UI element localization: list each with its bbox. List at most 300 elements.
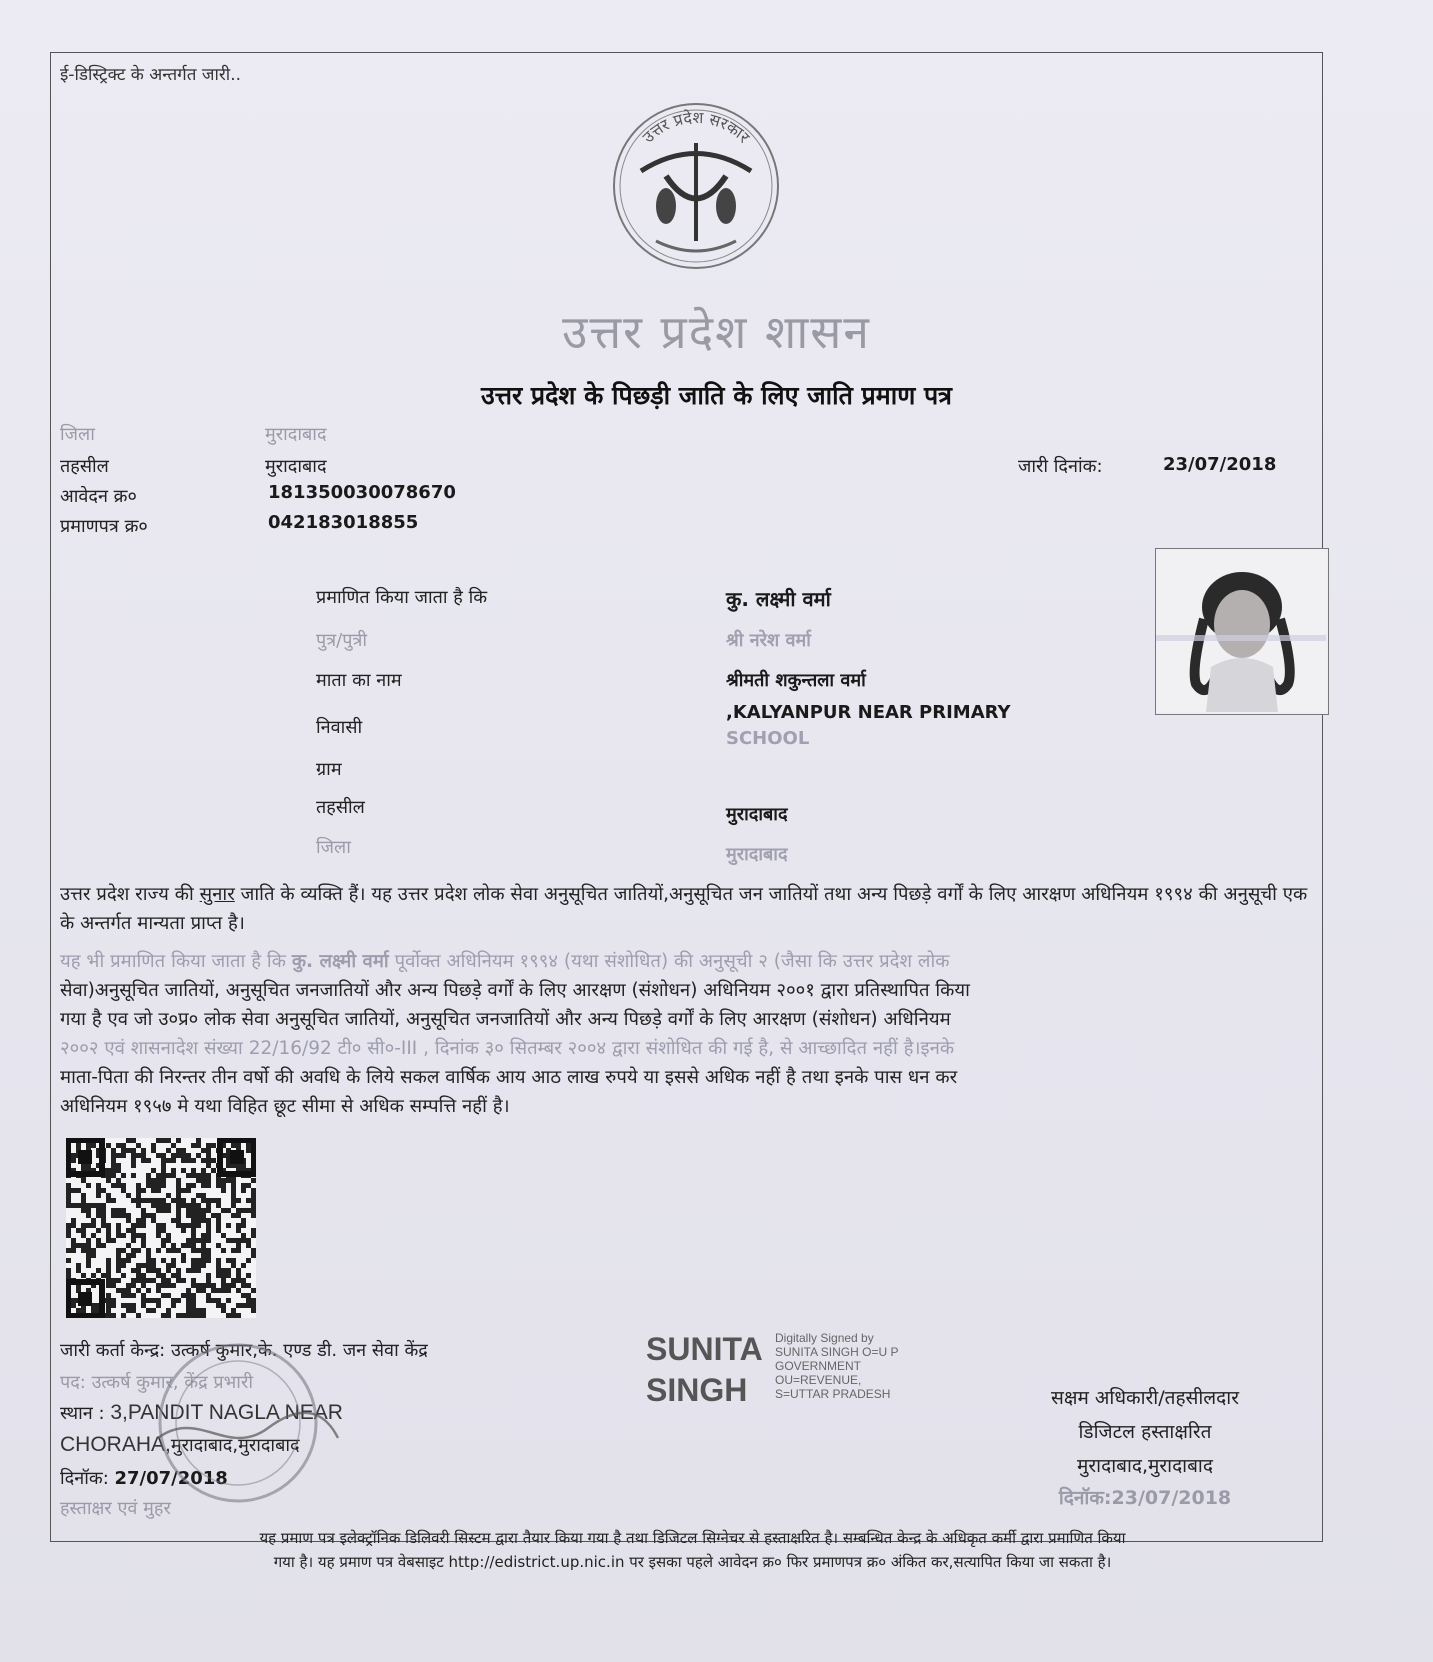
qr-module <box>81 1243 86 1248</box>
qr-module <box>146 1158 151 1163</box>
qr-module <box>206 1238 211 1243</box>
qr-module <box>211 1168 216 1173</box>
qr-module <box>156 1138 161 1143</box>
qr-module <box>126 1228 131 1233</box>
qr-module <box>86 1258 91 1263</box>
qr-module <box>226 1273 231 1278</box>
qr-module <box>126 1148 131 1153</box>
qr-module <box>236 1303 241 1308</box>
certificate-border <box>50 52 1323 1542</box>
statement-line-5: माता-पिता की निरन्तर तीन वर्षो की अवधि के लिये सकल वार्षिक आय आठ लाख रुपये या इससे अधिक नहीं है तथा इनके पास धन कर <box>60 1067 958 1088</box>
qr-module <box>181 1158 186 1163</box>
qr-module <box>166 1158 171 1163</box>
qr-module <box>176 1188 181 1193</box>
qr-module <box>186 1188 191 1193</box>
qr-module <box>176 1248 181 1253</box>
qr-module <box>126 1218 131 1223</box>
qr-module <box>146 1288 151 1293</box>
district-label: जिला <box>60 424 95 445</box>
qr-module <box>71 1238 76 1243</box>
qr-module <box>171 1158 176 1163</box>
qr-module <box>196 1313 201 1318</box>
qr-module <box>161 1158 166 1163</box>
authority-title: सक्षम अधिकारी/तहसीलदार <box>1051 1387 1239 1409</box>
qr-module <box>146 1298 151 1303</box>
qr-module <box>106 1313 111 1318</box>
qr-module <box>151 1183 156 1188</box>
qr-module <box>191 1313 196 1318</box>
qr-module <box>186 1203 191 1208</box>
qr-module <box>146 1253 151 1258</box>
qr-module <box>106 1263 111 1268</box>
qr-module <box>206 1148 211 1153</box>
qr-module <box>246 1183 251 1188</box>
qr-module <box>236 1198 241 1203</box>
qr-module <box>101 1218 106 1223</box>
qr-module <box>241 1278 246 1283</box>
qr-module <box>151 1143 156 1148</box>
qr-module <box>231 1263 236 1268</box>
qr-module <box>226 1298 231 1303</box>
qr-module <box>201 1148 206 1153</box>
qr-module <box>231 1308 236 1313</box>
qr-module <box>131 1303 136 1308</box>
mother-name: श्रीमती शकुन्तला वर्मा <box>726 670 866 691</box>
qr-module <box>151 1258 156 1263</box>
qr-module <box>196 1173 201 1178</box>
qr-module <box>116 1258 121 1263</box>
qr-module <box>171 1198 176 1203</box>
statement-applicant-name: कु. लक्ष्मी वर्मा <box>291 951 389 972</box>
qr-module <box>111 1278 116 1283</box>
qr-module <box>201 1263 206 1268</box>
qr-module <box>181 1253 186 1258</box>
qr-module <box>126 1138 131 1143</box>
qr-module <box>161 1228 166 1233</box>
qr-module <box>66 1273 71 1278</box>
qr-module <box>251 1213 256 1218</box>
qr-module <box>121 1148 126 1153</box>
qr-module <box>191 1233 196 1238</box>
qr-module <box>136 1153 141 1158</box>
qr-module <box>201 1208 206 1213</box>
qr-module <box>236 1243 241 1248</box>
qr-module <box>216 1203 221 1208</box>
qr-module <box>201 1158 206 1163</box>
qr-module <box>136 1203 141 1208</box>
qr-module <box>221 1268 226 1273</box>
qr-module <box>186 1183 191 1188</box>
qr-module <box>131 1228 136 1233</box>
qr-module <box>246 1273 251 1278</box>
qr-module <box>201 1218 206 1223</box>
qr-module <box>161 1273 166 1278</box>
qr-module <box>201 1288 206 1293</box>
qr-module <box>206 1143 211 1148</box>
signature-detail-5: S=UTTAR PRADESH <box>775 1387 891 1401</box>
qr-module <box>106 1228 111 1233</box>
qr-module <box>86 1223 91 1228</box>
qr-module <box>81 1178 86 1183</box>
qr-module <box>176 1218 181 1223</box>
qr-module <box>176 1148 181 1153</box>
qr-module <box>161 1183 166 1188</box>
qr-module <box>136 1223 141 1228</box>
detail-tehsil-value: मुरादाबाद <box>726 804 788 825</box>
qr-module <box>171 1218 176 1223</box>
qr-module <box>216 1288 221 1293</box>
qr-module <box>131 1293 136 1298</box>
qr-module <box>131 1173 136 1178</box>
qr-module <box>191 1283 196 1288</box>
qr-module <box>166 1248 171 1253</box>
qr-module <box>246 1303 251 1308</box>
qr-module <box>111 1238 116 1243</box>
qr-module <box>201 1178 206 1183</box>
applicant-name: कु. लक्ष्मी वर्मा <box>726 587 831 611</box>
qr-module <box>186 1313 191 1318</box>
qr-module <box>76 1308 81 1313</box>
qr-module <box>236 1288 241 1293</box>
resident-address-line1: ,KALYANPUR NEAR PRIMARY <box>726 702 1011 723</box>
qr-module <box>196 1213 201 1218</box>
qr-module <box>71 1188 76 1193</box>
qr-module <box>216 1198 221 1203</box>
qr-module <box>166 1138 171 1143</box>
qr-module <box>156 1273 161 1278</box>
qr-module <box>211 1288 216 1293</box>
qr-module <box>221 1308 226 1313</box>
qr-module <box>241 1238 246 1243</box>
qr-module <box>211 1298 216 1303</box>
qr-module <box>156 1203 161 1208</box>
qr-module <box>66 1228 71 1233</box>
qr-module <box>176 1213 181 1218</box>
qr-module <box>71 1153 76 1158</box>
qr-module <box>246 1143 251 1148</box>
qr-module <box>101 1223 106 1228</box>
qr-module <box>141 1218 146 1223</box>
qr-module <box>191 1173 196 1178</box>
qr-module <box>161 1243 166 1248</box>
qr-module <box>236 1143 241 1148</box>
qr-module <box>76 1143 81 1148</box>
qr-module <box>221 1273 226 1278</box>
qr-module <box>191 1258 196 1263</box>
qr-module <box>191 1203 196 1208</box>
qr-module <box>231 1258 236 1263</box>
statement-line-1 <box>60 947 1325 976</box>
qr-module <box>241 1223 246 1228</box>
qr-module <box>106 1233 111 1238</box>
qr-module <box>211 1158 216 1163</box>
qr-module <box>106 1283 111 1288</box>
qr-module <box>231 1238 236 1243</box>
qr-module <box>116 1168 121 1173</box>
qr-module <box>166 1203 171 1208</box>
qr-module <box>136 1313 141 1318</box>
qr-module <box>141 1303 146 1308</box>
qr-module <box>111 1283 116 1288</box>
qr-module <box>196 1238 201 1243</box>
qr-module <box>131 1163 136 1168</box>
qr-module <box>206 1273 211 1278</box>
qr-module <box>251 1188 256 1193</box>
qr-module <box>66 1188 71 1193</box>
qr-module <box>246 1298 251 1303</box>
signer-first-name: SUNITA <box>646 1331 763 1367</box>
qr-module <box>196 1143 201 1148</box>
qr-module <box>111 1313 116 1318</box>
qr-module <box>91 1203 96 1208</box>
qr-module <box>226 1288 231 1293</box>
child-of-label: पुत्र/पुत्री <box>316 630 368 651</box>
qr-module <box>181 1153 186 1158</box>
qr-module <box>176 1273 181 1278</box>
qr-module <box>141 1278 146 1283</box>
qr-module <box>206 1178 211 1183</box>
qr-module <box>226 1223 231 1228</box>
qr-module <box>141 1208 146 1213</box>
qr-module <box>161 1153 166 1158</box>
qr-module <box>206 1258 211 1263</box>
qr-module <box>86 1213 91 1218</box>
qr-module <box>231 1183 236 1188</box>
qr-module <box>116 1228 121 1233</box>
signature-detail-4: OU=REVENUE, <box>775 1373 862 1387</box>
qr-module <box>186 1173 191 1178</box>
qr-module <box>196 1138 201 1143</box>
qr-module <box>66 1183 71 1188</box>
qr-module <box>196 1268 201 1273</box>
qr-module <box>151 1178 156 1183</box>
qr-module <box>166 1208 171 1213</box>
authority-date: दिनॉक:23/07/2018 <box>1058 1487 1232 1509</box>
qr-module <box>111 1158 116 1163</box>
qr-module <box>111 1153 116 1158</box>
qr-module <box>66 1258 71 1263</box>
qr-module <box>191 1198 196 1203</box>
qr-module <box>196 1208 201 1213</box>
qr-module <box>81 1208 86 1213</box>
qr-module <box>156 1183 161 1188</box>
qr-module <box>216 1263 221 1268</box>
statement-line-1-pre: यह भी प्रमाणित किया जाता है कि <box>60 951 292 972</box>
qr-module <box>231 1213 236 1218</box>
qr-module <box>66 1268 71 1273</box>
qr-module <box>151 1148 156 1153</box>
qr-module <box>111 1208 116 1213</box>
issuer-date-label: दिनॉक: <box>60 1468 115 1489</box>
qr-module <box>121 1288 126 1293</box>
qr-module <box>91 1273 96 1278</box>
qr-module <box>91 1253 96 1258</box>
qr-module <box>166 1173 171 1178</box>
detail-district-label: जिला <box>316 837 351 858</box>
qr-module <box>116 1178 121 1183</box>
qr-module <box>81 1198 86 1203</box>
qr-module <box>116 1253 121 1258</box>
qr-module <box>116 1233 121 1238</box>
footer-line-2: गया है। यह प्रमाण पत्र वेबसाइट http://edistrict.up.nic.in पर इसका पहले आवेदन क्र० फिर प्रमाणपत्र क्र० अंकित कर,सत्यापित किया जा सकता है। <box>273 1553 1112 1571</box>
statement-line-2: सेवा)अनुसूचित जातियों, अनुसूचित जनजातियों और अन्य पिछड़े वर्गों के लिए आरक्षण (संशोधन) अधिनियम २००१ द्वारा प्रतिस्थापित किया <box>60 980 970 1001</box>
statement-line-6: अधिनियम १९५७ मे यथा विहित छूट सीमा से अधिक सम्पत्ति नहीं है। <box>60 1096 510 1117</box>
qr-module <box>191 1213 196 1218</box>
qr-module <box>111 1213 116 1218</box>
qr-module <box>136 1268 141 1273</box>
qr-module <box>181 1228 186 1233</box>
qr-module <box>216 1273 221 1278</box>
qr-module <box>136 1218 141 1223</box>
mother-label: माता का नाम <box>316 670 402 691</box>
qr-module <box>131 1248 136 1253</box>
qr-module <box>96 1203 101 1208</box>
qr-module <box>121 1293 126 1298</box>
qr-module <box>171 1143 176 1148</box>
qr-module <box>161 1313 166 1318</box>
qr-module <box>246 1238 251 1243</box>
issuer-place-value-2: CHORAHA, <box>60 1433 171 1456</box>
qr-module <box>141 1243 146 1248</box>
qr-module <box>251 1308 256 1313</box>
qr-module <box>176 1268 181 1273</box>
qr-module <box>121 1143 126 1148</box>
qr-module <box>136 1278 141 1283</box>
qr-module <box>211 1198 216 1203</box>
qr-module <box>206 1203 211 1208</box>
qr-module <box>146 1248 151 1253</box>
qr-module <box>156 1153 161 1158</box>
qr-module <box>66 1198 71 1203</box>
qr-module <box>136 1183 141 1188</box>
qr-module <box>241 1263 246 1268</box>
qr-module <box>186 1303 191 1308</box>
qr-module <box>151 1168 156 1173</box>
qr-module <box>211 1213 216 1218</box>
qr-module <box>191 1143 196 1148</box>
qr-module <box>176 1298 181 1303</box>
qr-module <box>236 1238 241 1243</box>
qr-module <box>176 1138 181 1143</box>
verification-qr-code[interactable] <box>66 1138 256 1318</box>
qr-module <box>81 1233 86 1238</box>
issue-date: 23/07/2018 <box>1163 454 1277 475</box>
qr-module <box>136 1233 141 1238</box>
qr-module <box>206 1173 211 1178</box>
qr-module <box>101 1208 106 1213</box>
qr-module <box>116 1288 121 1293</box>
certificate-title: उत्तर प्रदेश के पिछड़ी जाति के लिए जाति प्रमाण पत्र <box>481 381 952 410</box>
qr-module <box>126 1288 131 1293</box>
qr-module <box>151 1218 156 1223</box>
qr-module <box>91 1218 96 1223</box>
qr-module <box>221 1288 226 1293</box>
qr-module <box>121 1208 126 1213</box>
qr-module <box>81 1193 86 1198</box>
qr-module <box>236 1213 241 1218</box>
qr-module <box>171 1263 176 1268</box>
qr-module <box>106 1278 111 1283</box>
qr-module <box>116 1208 121 1213</box>
qr-module <box>136 1288 141 1293</box>
issued-under-note: ई-डिस्ट्रिक्ट के अन्तर्गत जारी.. <box>60 65 242 85</box>
qr-module <box>106 1268 111 1273</box>
qr-module <box>246 1198 251 1203</box>
qr-module <box>251 1248 256 1253</box>
qr-module <box>146 1278 151 1283</box>
qr-module <box>131 1148 136 1153</box>
qr-module <box>146 1173 151 1178</box>
issuing-centre: जारी कर्ता केन्द्र: उत्कर्ष कुमार,के. एण्ड डी. जन सेवा केंद्र <box>60 1340 428 1361</box>
qr-module <box>251 1178 256 1183</box>
qr-module <box>81 1273 86 1278</box>
qr-module <box>191 1293 196 1298</box>
qr-module <box>71 1298 76 1303</box>
qr-module <box>66 1248 71 1253</box>
qr-module <box>251 1253 256 1258</box>
signature-detail-1: Digitally Signed by <box>775 1331 874 1345</box>
qr-module <box>166 1148 171 1153</box>
qr-module <box>131 1223 136 1228</box>
signer-last-name: SINGH <box>646 1372 748 1408</box>
emblem-arc-text: उत्तर प्रदेश सरकार <box>638 107 754 147</box>
qr-module <box>171 1303 176 1308</box>
qr-module <box>116 1248 121 1253</box>
qr-module <box>226 1208 231 1213</box>
qr-module <box>171 1243 176 1248</box>
qr-module <box>76 1188 81 1193</box>
qr-module <box>231 1278 236 1283</box>
qr-module <box>241 1233 246 1238</box>
qr-module <box>236 1208 241 1213</box>
district-value: मुरादाबाद <box>265 424 327 445</box>
qr-module <box>251 1193 256 1198</box>
qr-module <box>151 1268 156 1273</box>
qr-module <box>131 1158 136 1163</box>
official-round-stamp <box>118 1338 358 1508</box>
qr-module <box>106 1298 111 1303</box>
qr-module <box>201 1173 206 1178</box>
qr-module <box>121 1153 126 1158</box>
issuer-date-value: 27/07/2018 <box>114 1468 228 1489</box>
qr-module <box>141 1188 146 1193</box>
qr-module <box>216 1218 221 1223</box>
qr-module <box>116 1263 121 1268</box>
qr-module <box>186 1208 191 1213</box>
qr-module <box>156 1283 161 1288</box>
qr-module <box>216 1243 221 1248</box>
qr-module <box>201 1283 206 1288</box>
qr-module <box>146 1308 151 1313</box>
qr-module <box>141 1223 146 1228</box>
qr-module <box>236 1273 241 1278</box>
qr-module <box>146 1198 151 1203</box>
qr-module <box>206 1198 211 1203</box>
qr-module <box>186 1298 191 1303</box>
qr-module <box>71 1223 76 1228</box>
qr-module <box>161 1173 166 1178</box>
qr-module <box>76 1228 81 1233</box>
qr-module <box>161 1223 166 1228</box>
qr-module <box>251 1288 256 1293</box>
signature-detail-3: GOVERNMENT <box>775 1359 862 1373</box>
qr-module <box>221 1278 226 1283</box>
qr-module <box>221 1208 226 1213</box>
qr-module <box>116 1153 121 1158</box>
qr-module <box>166 1313 171 1318</box>
qr-module <box>156 1228 161 1233</box>
qr-module <box>201 1213 206 1218</box>
